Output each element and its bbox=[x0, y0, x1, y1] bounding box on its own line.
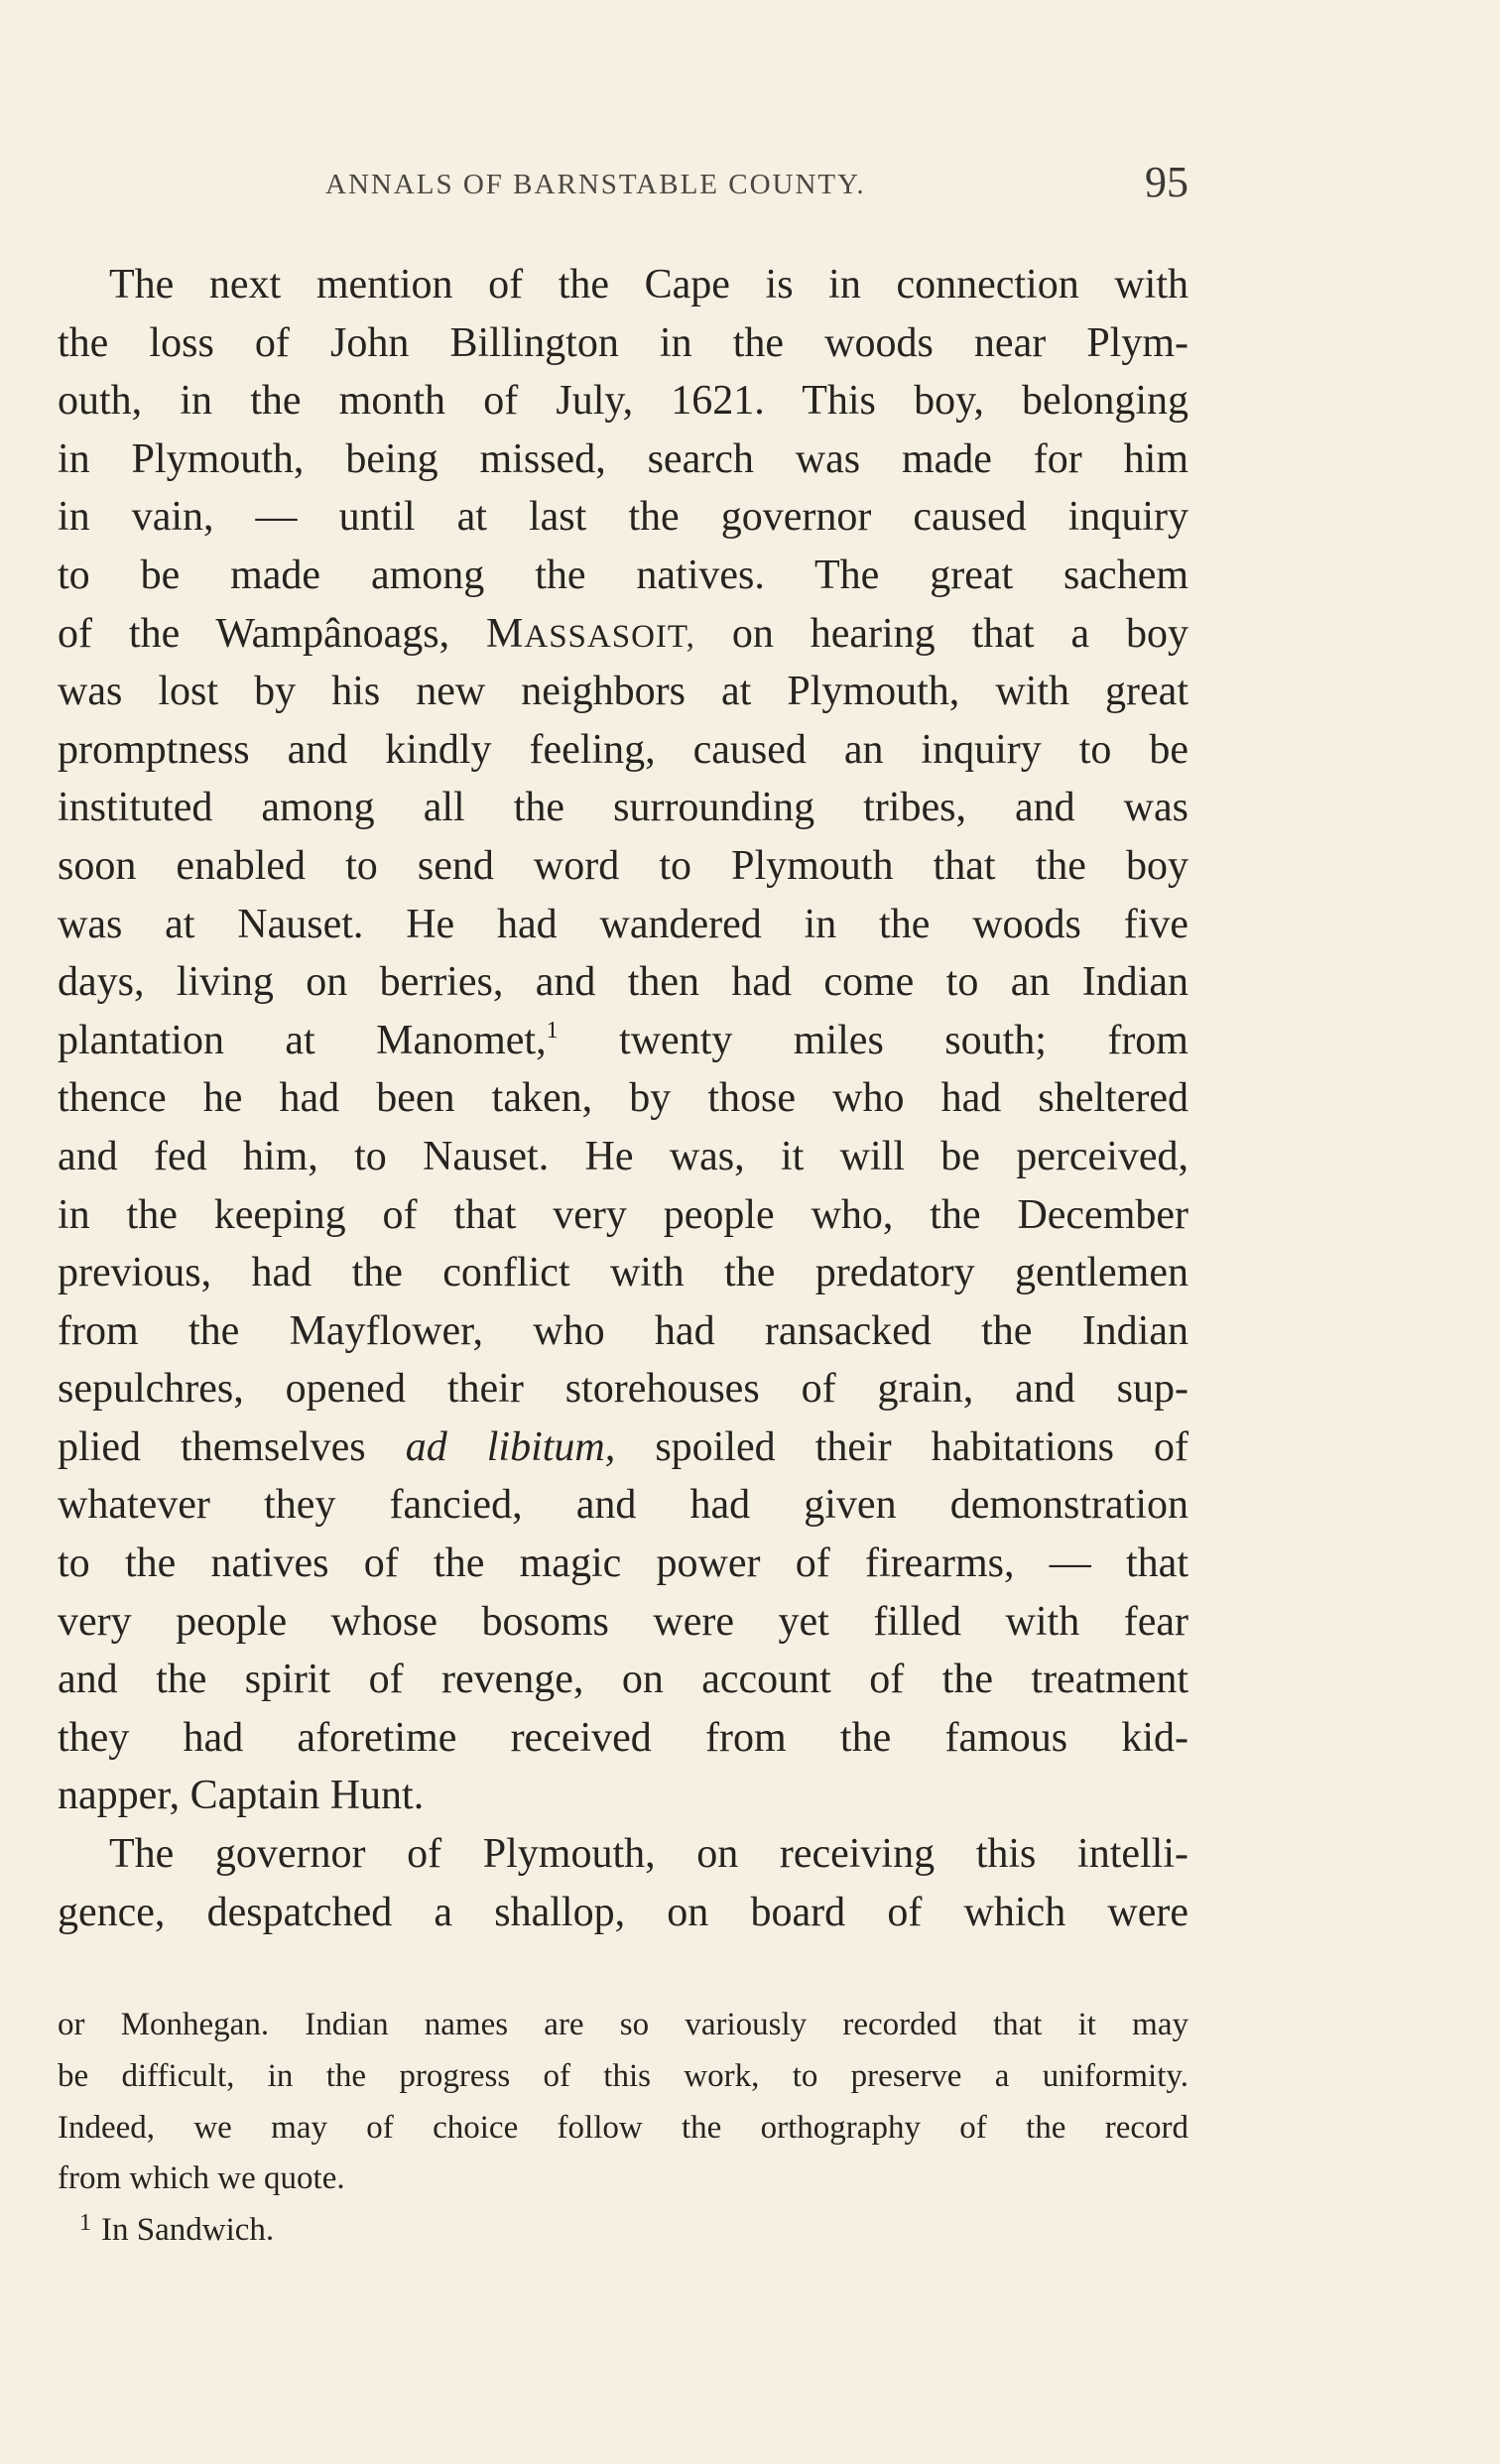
footnote-line: or Monhegan. Indian names are so variously recorded that it may bbox=[58, 2007, 1188, 2042]
text-line: The next mention of the Cape is in connection with bbox=[109, 262, 1188, 308]
footnote-reference: 1 bbox=[546, 1017, 559, 1044]
text-line: very people whose bosoms were yet filled with fear bbox=[58, 1598, 1188, 1645]
footnote bbox=[58, 2205, 1188, 2257]
page-number: 95 bbox=[1145, 158, 1188, 206]
text-line bbox=[58, 605, 1188, 664]
text-line: was lost by his new neighbors at Plymouth, with great bbox=[58, 669, 1188, 715]
text-line: in Plymouth, being missed, search was made for him bbox=[58, 435, 1188, 482]
text-segment: of the Wampânoags, bbox=[58, 610, 450, 657]
page-header bbox=[58, 157, 1188, 216]
text-line: days, living on berries, and then had come to an Indian bbox=[58, 959, 1188, 1006]
footnotes bbox=[58, 2000, 1188, 2257]
text-line bbox=[58, 1418, 1188, 1477]
body-text bbox=[58, 256, 1188, 1941]
text-line bbox=[58, 1012, 1188, 1070]
text-line: instituted among all the surrounding tribes, and was bbox=[58, 785, 1188, 831]
text-line: from the Mayflower, who had ransacked the Indian bbox=[58, 1307, 1188, 1354]
text-line: the loss of John Billington in the woods near Plym- bbox=[58, 319, 1188, 366]
italic-phrase: ad libitum, bbox=[405, 1423, 616, 1470]
text-line: to the natives of the magic power of firearms, — that bbox=[58, 1540, 1188, 1587]
text-segment: spoiled their habitations of bbox=[655, 1423, 1189, 1470]
text-line: sepulchres, opened their storehouses of grain, and sup- bbox=[58, 1366, 1188, 1413]
text-line: in the keeping of that very people who, the December bbox=[58, 1191, 1188, 1238]
text-segment: on hearing that a boy bbox=[731, 610, 1189, 657]
small-caps-initial: M bbox=[486, 610, 525, 657]
text-line: and the spirit of revenge, on account of the treatment bbox=[58, 1657, 1188, 1703]
text-line: and fed him, to Nauset. He was, it will be perceived, bbox=[58, 1133, 1188, 1179]
text-line: was at Nauset. He had wandered in the woods five bbox=[58, 901, 1188, 947]
text-line: thence he had been taken, by those who had sheltered bbox=[58, 1075, 1188, 1122]
text-line: whatever they fancied, and had given demonstration bbox=[58, 1482, 1188, 1529]
text-line: in vain, — until at last the governor caused inquiry bbox=[58, 494, 1188, 541]
text-line: The governor of Plymouth, on receiving this intelli- bbox=[109, 1831, 1188, 1878]
text-line: outh, in the month of July, 1621. This boy, belonging bbox=[58, 378, 1188, 425]
text-line: they had aforetime received from the famous kid- bbox=[58, 1714, 1188, 1761]
text-line: napper, Captain Hunt. bbox=[58, 1773, 425, 1819]
footnote-line: Indeed, we may of choice follow the orthography of the record bbox=[58, 2109, 1188, 2146]
text-line: promptness and kindly feeling, caused an inquiry to be bbox=[58, 726, 1188, 773]
text-segment: twenty miles south; from bbox=[619, 1017, 1188, 1063]
small-caps-rest: ASSASOIT, bbox=[524, 618, 695, 655]
text-line: to be made among the natives. The great sachem bbox=[58, 552, 1188, 598]
footnote-line: be difficult, in the progress of this work, to preserve a uniformity. bbox=[58, 2057, 1188, 2094]
text-line: soon enabled to send word to Plymouth that the boy bbox=[58, 842, 1188, 889]
footnote-line: from which we quote. bbox=[58, 2160, 345, 2197]
text-line: gence, despatched a shallop, on board of which were bbox=[58, 1889, 1188, 1935]
small-caps-name bbox=[486, 610, 695, 657]
footnote-text: In Sandwich. bbox=[101, 2212, 275, 2249]
text-line: previous, had the conflict with the predatory gentlemen bbox=[58, 1250, 1188, 1296]
text-segment: plantation at Manomet, bbox=[58, 1017, 547, 1063]
footnote-mark: 1 bbox=[79, 2210, 91, 2237]
text-segment: plied themselves bbox=[58, 1423, 366, 1470]
running-head: ANNALS OF BARNSTABLE COUNTY. bbox=[325, 169, 866, 200]
